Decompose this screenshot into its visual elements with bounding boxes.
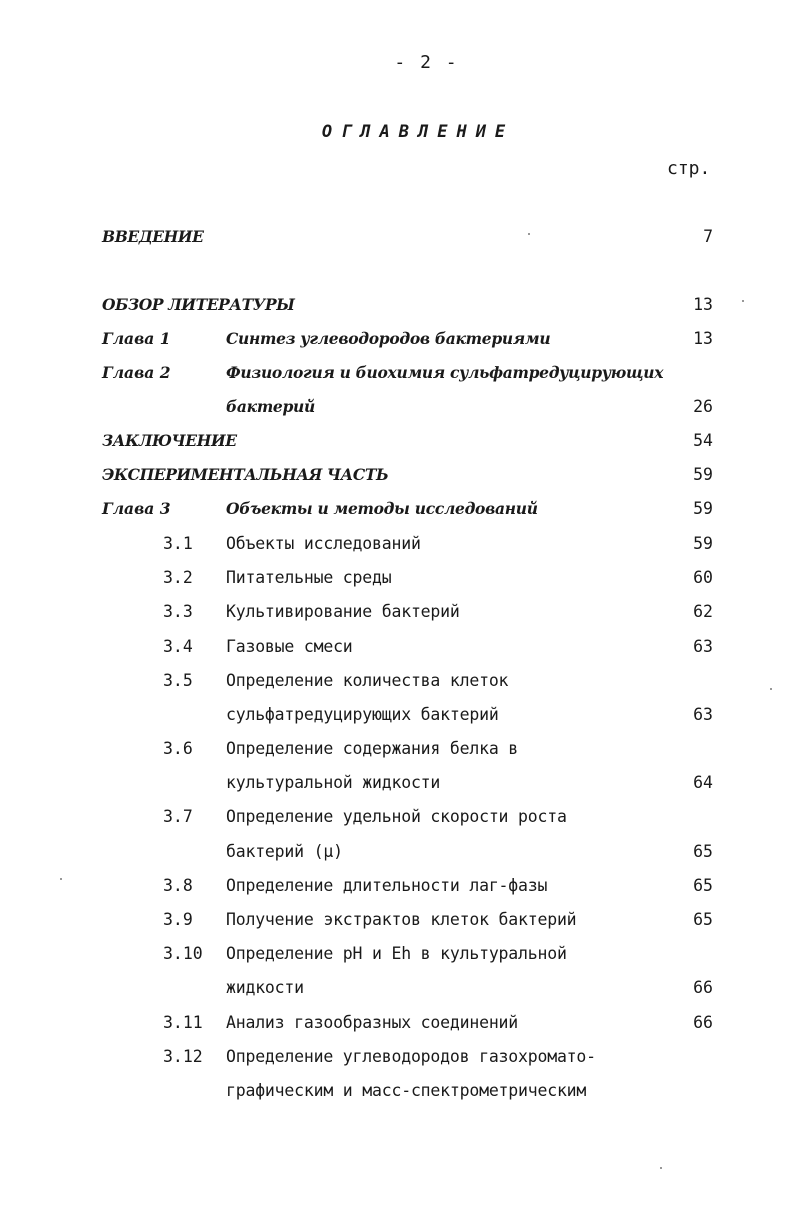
toc-entry-page: 59 [693,499,713,518]
toc-entry-label: ОБЗОР ЛИТЕРАТУРЫ [102,295,295,314]
scan-speck [770,688,772,690]
toc-entry-section-3-12 [0,1040,793,1074]
page-column-label: стр. [667,158,711,179]
toc-entry-label: ЗАКЛЮЧЕНИЕ [102,431,237,450]
toc-section-title: Определение углеводородов газохромато- [226,1047,596,1066]
toc-section-title: Анализ газообразных соединений [226,1013,519,1032]
toc-entry-page: 26 [693,397,713,416]
toc-entry-conclusion [0,424,793,458]
toc-section-number: 3.11 [163,1013,203,1032]
toc-entry-page: 63 [693,705,713,724]
toc-chapter-label: Глава 3 [102,499,171,518]
toc-entry-page: 65 [693,842,713,861]
toc-section-title-cont: бактерий (µ) [226,842,343,861]
toc-entry-page: 59 [693,534,713,553]
toc-entry-page: 65 [693,910,713,929]
toc-entry-page: 63 [693,637,713,656]
toc-section-number: 3.7 [163,807,193,826]
toc-section-number: 3.6 [163,739,193,758]
toc-entry-page: 7 [703,227,713,246]
toc-section-number: 3.4 [163,637,193,656]
toc-section-title-cont: графическим и масс-спектрометрическим [226,1081,587,1100]
toc-entry-section-3-4 [0,630,793,664]
toc-entry-chapter-3 [0,492,793,526]
toc-entry-section-3-5 [0,664,793,698]
toc-section-title: Определение содержания белка в [226,739,519,758]
toc-entry-page: 60 [693,568,713,587]
toc-section-number: 3.12 [163,1047,203,1066]
toc-chapter-title-cont: бактерий [226,397,315,416]
toc-entry-section-3-10 [0,937,793,971]
toc-section-title-cont: сульфатредуцирующих бактерий [226,705,499,724]
toc-entry-section-3-8 [0,869,793,903]
toc-entry-section-3-10-cont [0,971,793,1005]
toc-title: ОГЛАВЛЕНИЕ [321,122,515,142]
toc-entry-section-3-3 [0,595,793,629]
toc-entry-label: ЭКСПЕРИМЕНТАЛЬНАЯ ЧАСТЬ [102,465,389,484]
toc-entry-section-3-5-cont [0,698,793,732]
toc-entry-page: 64 [693,773,713,792]
toc-entry-label: ВВЕДЕНИЕ [102,227,204,246]
toc-section-title: Получение экстрактов клеток бактерий [226,910,577,929]
toc-entry-section-3-1 [0,527,793,561]
toc-entry-section-3-11 [0,1006,793,1040]
toc-entry-section-3-6 [0,732,793,766]
toc-chapter-label: Глава 2 [102,363,171,382]
toc-entry-section-3-7-cont [0,835,793,869]
toc-section-title: Питательные среды [226,568,392,587]
toc-section-number: 3.9 [163,910,193,929]
toc-entry-page: 13 [693,329,713,348]
toc-section-title: Культивирование бактерий [226,602,460,621]
toc-chapter-title: Объекты и методы исследований [226,499,538,518]
toc-section-title: Определение длительности лаг-фазы [226,876,548,895]
toc-entry-section-3-6-cont [0,766,793,800]
toc-entry-section-3-7 [0,800,793,834]
toc-section-title: Определение количества клеток [226,671,509,690]
scan-speck [60,878,62,880]
toc-entry-intro [0,220,793,254]
scan-speck [528,233,530,235]
toc-section-title: Объекты исследований [226,534,421,553]
toc-entry-page: 66 [693,978,713,997]
toc-entry-section-3-12-cont [0,1074,793,1108]
toc-section-number: 3.5 [163,671,193,690]
scan-speck [660,1167,662,1169]
toc-section-number: 3.10 [163,944,203,963]
toc-entry-page: 54 [693,431,713,450]
toc-entry-chapter-2 [0,356,793,390]
scan-speck [742,300,744,302]
toc-section-number: 3.2 [163,568,193,587]
toc-entry-chapter-2-cont [0,390,793,424]
toc-section-title: Определение pH и Eh в культуральной [226,944,567,963]
toc-chapter-title: Синтез углеводородов бактериями [226,329,551,348]
toc-chapter-title: Физиология и биохимия сульфатредуцирующих [226,363,664,382]
toc-entry-page: 65 [693,876,713,895]
toc-section-title: Определение удельной скорости роста [226,807,567,826]
toc-section-number: 3.3 [163,602,193,621]
toc-section-title: Газовые смеси [226,637,353,656]
toc-section-title-cont: жидкости [226,978,304,997]
toc-section-title-cont: культуральной жидкости [226,773,441,792]
toc-entry-review [0,288,793,322]
toc-entry-section-3-9 [0,903,793,937]
toc-section-number: 3.1 [163,534,193,553]
toc-chapter-label: Глава 1 [102,329,171,348]
toc-entry-page: 13 [693,295,713,314]
toc-entry-page: 59 [693,465,713,484]
toc-entry-page: 66 [693,1013,713,1032]
toc-entry-page: 62 [693,602,713,621]
toc-section-number: 3.8 [163,876,193,895]
page-number: - 2 - [394,52,459,73]
toc-entry-section-3-2 [0,561,793,595]
toc-entry-experimental [0,458,793,492]
toc-entry-chapter-1 [0,322,793,356]
